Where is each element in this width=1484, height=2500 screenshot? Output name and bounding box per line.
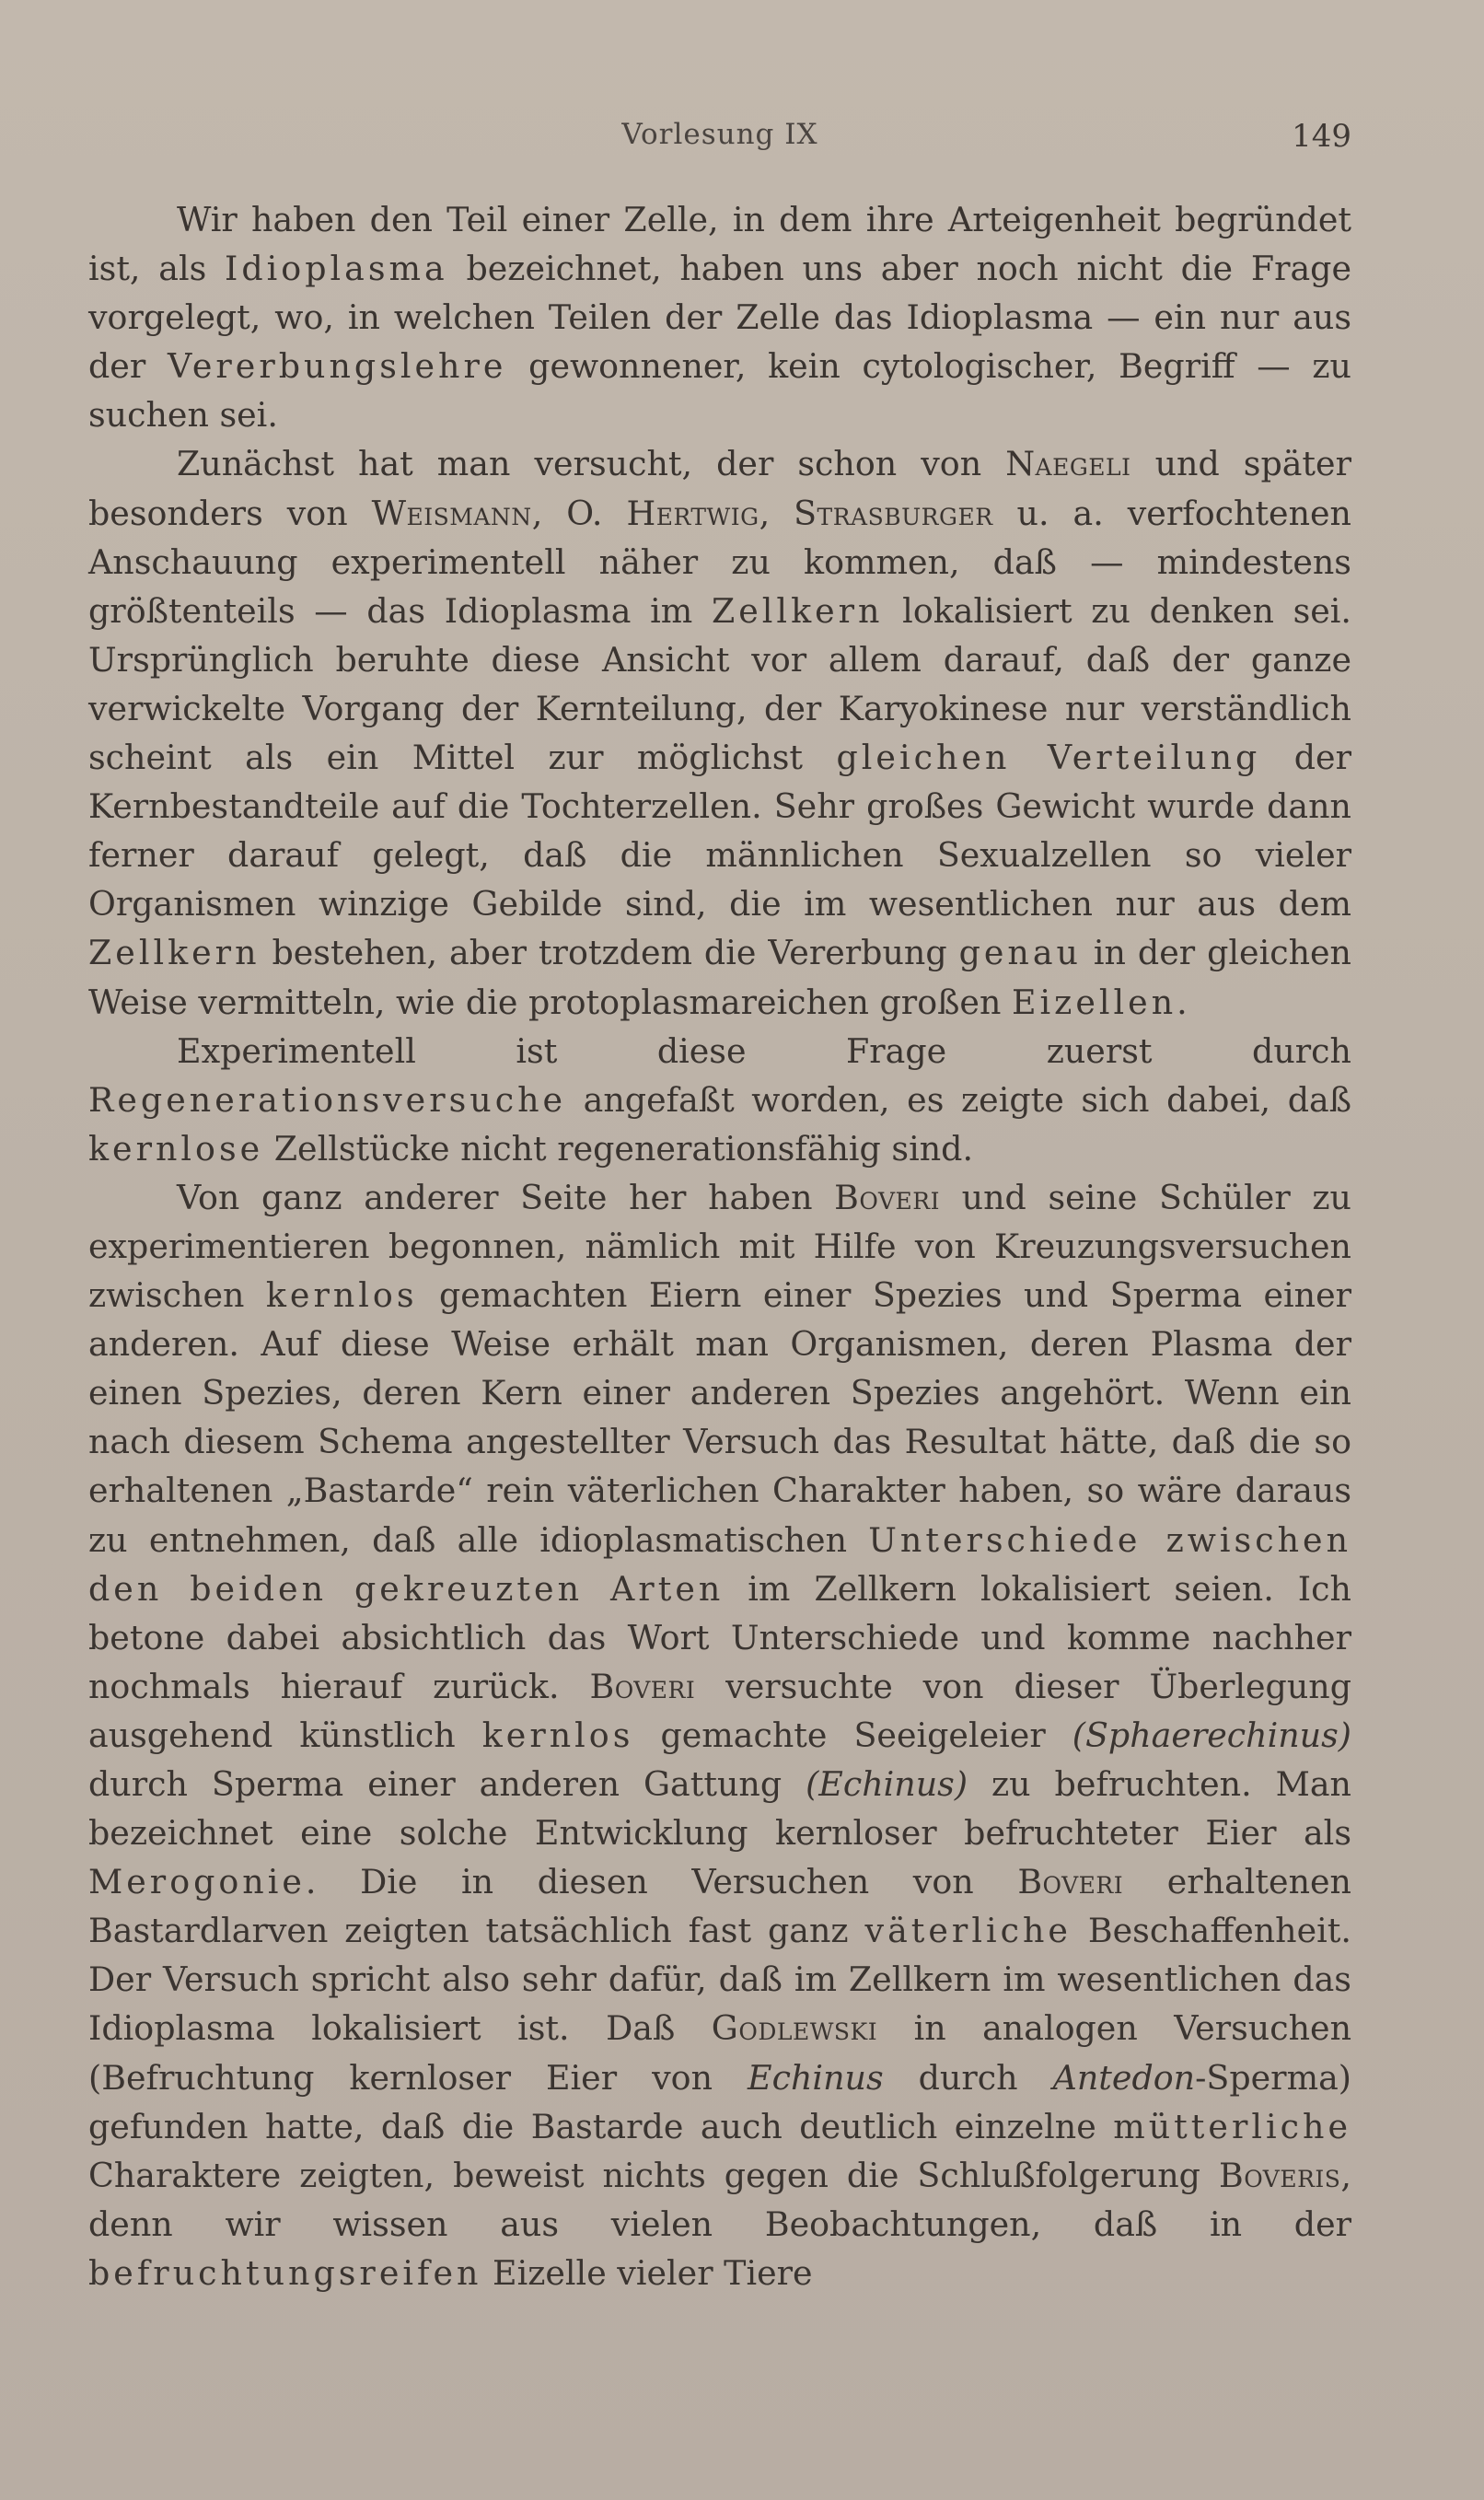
text-run-sp: kernlos xyxy=(265,1275,418,1316)
text-run: gemachte Seeigeleier xyxy=(633,1715,1072,1755)
text-run-it: Antedon xyxy=(1052,2057,1196,2098)
text-run: u. a. verfochtenen Anschauung experimentell näher zu kommen, daß — mindestens größtenteils — das Idioplasma im xyxy=(88,493,1351,631)
text-run: Charaktere zeigten, beweist nichts gegen die Schlußfolgerung xyxy=(88,2155,1219,2195)
text-run-sc: Boveri xyxy=(834,1177,940,1217)
text-run: . xyxy=(1177,982,1188,1022)
text-run-sc: Boveri xyxy=(1017,1862,1124,1902)
text-run: versuchte von dieser Überlegung ausgehend künstlich xyxy=(88,1666,1351,1755)
text-run: und später besonders von xyxy=(88,444,1351,533)
text-run-sp: kernlos xyxy=(481,1715,634,1755)
text-run: durch xyxy=(883,2057,1053,2098)
text-run: im Zellkern lokalisiert seien. Ich betone dabei absichtlich das Wort Unterschiede und komme nachher nochmals hierauf zurück. xyxy=(88,1568,1351,1706)
text-run: Zellstücke nicht regenerationsfähig sind. xyxy=(263,1128,974,1169)
text-run: Von ganz anderer Seite her haben xyxy=(177,1177,835,1217)
text-run: lokalisiert zu denken sei. Ursprünglich beruhte diese Ansicht vor allem darauf, daß der ganze verwickelte Vorgang der Kernteilung, der Karyokinese nur verständlich scheint als ein Mittel zur möglichst xyxy=(88,590,1351,778)
body-text xyxy=(88,195,1351,2297)
text-run: gewonnener, kein cytologischer, Begriff — zu suchen sei. xyxy=(88,346,1351,436)
text-run: , O. xyxy=(531,493,627,533)
text-run: bezeichnet, haben uns aber noch nicht die Frage vorgelegt, wo, in welchen Teilen der Zelle das Idioplasma — ein nur aus der xyxy=(88,249,1351,387)
paragraph-1 xyxy=(88,195,1351,439)
text-run-sp: Idioplasma xyxy=(225,249,448,289)
text-run-it: (Sphaerechinus) xyxy=(1072,1715,1351,1755)
text-run: Beschaffenheit. Der Versuch spricht also sehr dafür, daß im Zellkern im wesentlichen das Idioplasma lokalisiert ist. Daß xyxy=(88,1911,1351,2049)
text-run-it: (Echinus) xyxy=(806,1764,968,1804)
text-run: Experimentell ist diese Frage zuerst durch xyxy=(177,1030,1351,1071)
text-run-sc: Strasburger xyxy=(794,493,993,533)
text-run-sp: mütterliche xyxy=(1113,2106,1351,2146)
text-run-sp: Zellkern xyxy=(711,590,884,631)
text-run: und seine Schüler zu experimentieren begonnen, nämlich mit Hilfe von Kreuzungsversuchen zwischen xyxy=(88,1177,1351,1316)
text-run-sp: Merogonie xyxy=(88,1862,306,1902)
text-run-sp: Zellkern xyxy=(88,933,261,973)
page-number: 149 xyxy=(1292,118,1351,155)
text-run: in der gleichen Weise vermitteln, wie die protoplasmareichen großen xyxy=(88,933,1351,1022)
paragraph-2 xyxy=(88,439,1351,1026)
text-run: bestehen, aber trotzdem die Vererbung xyxy=(260,933,959,973)
text-run: der Kernbestandteile auf die Tochterzellen. Sehr großes Gewicht wurde dann ferner darauf gelegt, daß die männlichen Sexualzellen so vieler Organismen winzige Gebilde sind, die im wesentlichen nur aus dem xyxy=(88,738,1351,924)
text-run: durch Sperma einer anderen Gattung xyxy=(88,1764,806,1804)
text-run: Wir haben den Teil einer Zelle, in dem ihre Arteigenheit begründet ist, als xyxy=(88,200,1351,289)
text-run-sp: gleichen Verteilung xyxy=(836,738,1261,778)
text-run-sc: Hertwig xyxy=(626,493,759,533)
text-run: Eizelle vieler Tiere xyxy=(481,2252,813,2293)
text-run-sp: Vererbungslehre xyxy=(167,346,507,387)
text-run: gemachten Eiern einer Spezies und Sperma einer anderen. Auf diese Weise erhält man Organismen, deren Plasma der einen Spezies, deren Kern einer anderen Spezies angehört. Wenn ein nach diesem Schema angestellter Versuch das Resultat hätte, daß die so erhaltenen „Bastarde“ rein väterlichen Charakter haben, so wäre daraus zu entnehmen, daß alle idioplasmatischen xyxy=(88,1275,1352,1560)
text-run: zu befruchten. Man bezeichnet eine solche Entwicklung kernloser befruchteter Eier als xyxy=(88,1764,1351,1854)
text-run-sp: Unterschiede zwischen den beiden gekreuzten Arten xyxy=(88,1519,1352,1609)
text-run-sc: Boveri xyxy=(589,1666,696,1706)
text-run: , denn wir wissen aus vielen Beobachtungen, daß in der xyxy=(88,2155,1351,2244)
text-run: angefaßt worden, es zeigte sich dabei, daß xyxy=(566,1079,1351,1120)
text-run: Zunächst hat man versucht, der schon von xyxy=(177,444,1006,484)
paragraph-3 xyxy=(88,1027,1351,1173)
text-run: in analogen Versuchen (Befruchtung kernloser Eier von xyxy=(88,2008,1352,2098)
text-run: erhaltenen Bastardlarven zeigten tatsächlich fast ganz xyxy=(88,1862,1351,1951)
text-run-it: Echinus xyxy=(748,2057,884,2098)
text-run: . Die in diesen Versuchen von xyxy=(305,1862,1018,1902)
text-run-sc: Naegeli xyxy=(1005,444,1131,484)
text-run-sp: Regenerationsversuche xyxy=(88,1079,567,1120)
page-header xyxy=(88,118,1351,160)
paragraph-4 xyxy=(88,1173,1351,2297)
text-run: , xyxy=(759,493,794,533)
text-run: -Sperma) gefunden hatte, daß die Bastarde auch deutlich einzelne xyxy=(88,2057,1351,2146)
text-run-sp: befruchtungsreifen xyxy=(88,2252,482,2293)
text-run-sc: Weismann xyxy=(371,493,532,533)
text-run-sp: genau xyxy=(958,933,1082,973)
text-run-sp: väterliche xyxy=(864,1911,1072,1951)
text-run-sc: Godlewski xyxy=(711,2008,878,2049)
text-run-sp: kernlose xyxy=(88,1128,264,1169)
running-head: Vorlesung IX xyxy=(621,118,818,151)
text-run-sp: Eizellen xyxy=(1011,982,1177,1022)
text-run-sc: Boveris xyxy=(1218,2155,1341,2195)
